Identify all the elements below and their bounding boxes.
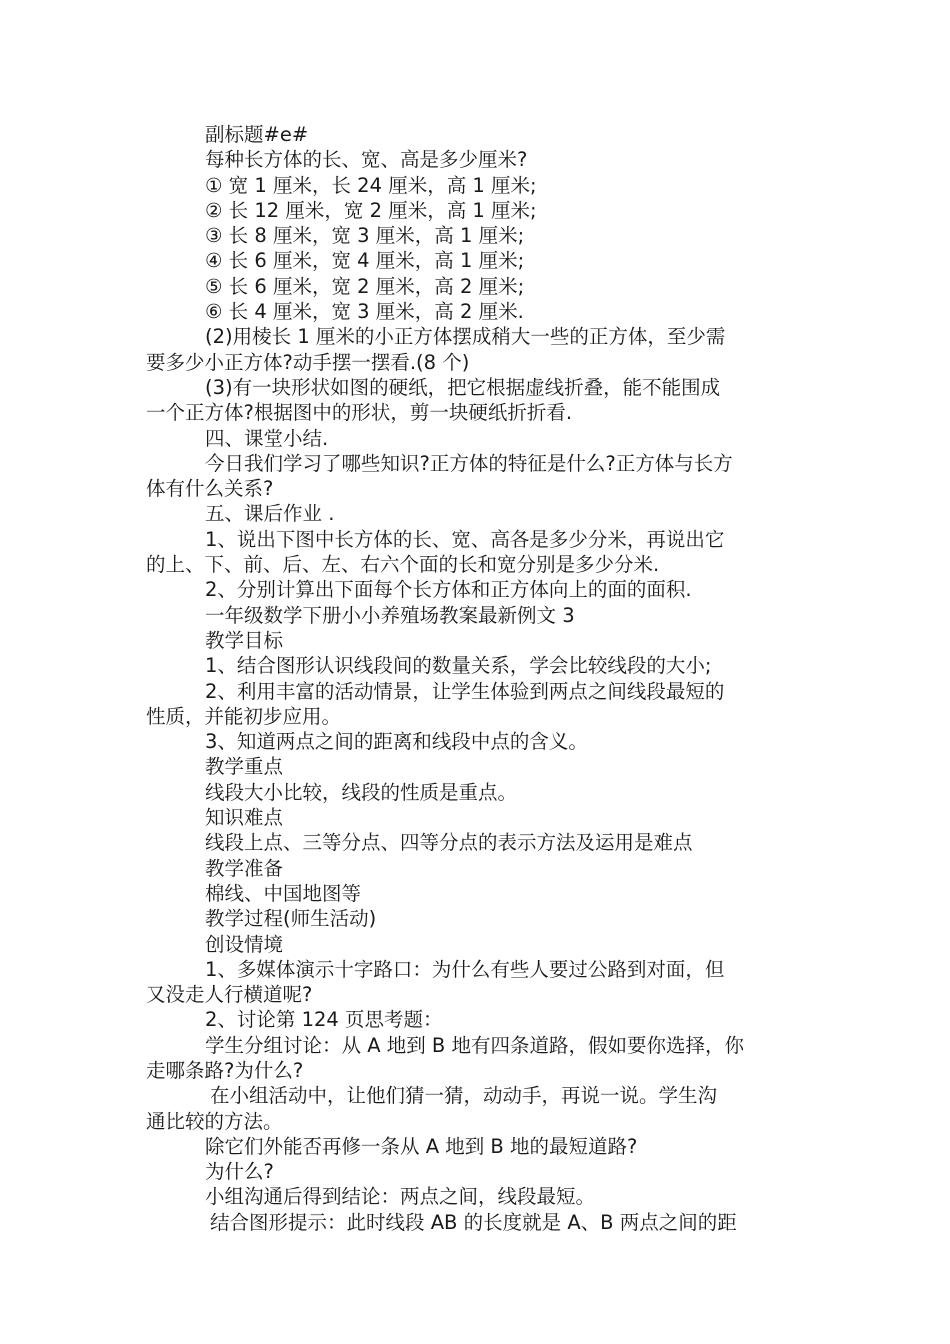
text-line: (2)用棱长 1 厘米的小正方体摆成稍大一些的正方体，至少需 — [205, 325, 726, 349]
text-line: ② 长 12 厘米，宽 2 厘米，高 1 厘米; — [205, 198, 537, 222]
text-line: 棉线、中国地图等 — [205, 881, 362, 905]
text-line: 结合图形提示：此时线段 AB 的长度就是 A、B 两点之间的距 — [210, 1210, 737, 1234]
document-page — [146, 122, 806, 1235]
text-line: ⑥ 长 4 厘米，宽 3 厘米，高 2 厘米. — [205, 300, 524, 324]
text-line: 的上、下、前、后、左、右六个面的长和宽分别是多少分米. — [146, 553, 660, 577]
text-line: 在小组活动中，让他们猜一猜，动动手，再说一说。学生沟 — [210, 1084, 718, 1108]
text-line: 教学准备 — [205, 856, 284, 880]
text-line: 1、结合图形认识线段间的数量关系，学会比较线段的大小; — [205, 654, 712, 678]
text-line: 学生分组讨论：从 A 地到 B 地有四条道路，假如要你选择，你 — [205, 1033, 745, 1057]
text-line: 2、讨论第 124 页思考题： — [205, 1008, 443, 1032]
text-line: 四、课堂小结. — [205, 426, 329, 450]
text-line: 为什么? — [205, 1160, 274, 1184]
text-line: 要多少小正方体?动手摆一摆看.(8 个) — [146, 350, 470, 374]
text-line: 性质，并能初步应用。 — [146, 704, 342, 728]
text-line: 今日我们学习了哪些知识?正方体的特征是什么?正方体与长方 — [205, 451, 733, 475]
text-line: 小组沟通后得到结论：两点之间，线段最短。 — [205, 1185, 596, 1209]
text-line: (3)有一块形状如图的硬纸，把它根据虚线折叠，能不能围成 — [205, 375, 721, 399]
text-line: 教学过程(师生活动) — [205, 907, 377, 931]
text-line: 知识难点 — [205, 806, 284, 830]
text-line: ⑤ 长 6 厘米，宽 2 厘米，高 2 厘米; — [205, 274, 525, 298]
text-line: 除它们外能否再修一条从 A 地到 B 地的最短道路? — [205, 1134, 638, 1158]
text-line: 创设情境 — [205, 932, 284, 956]
text-line: 又没走人行横道呢? — [146, 983, 313, 1007]
text-line: 教学目标 — [205, 628, 284, 652]
text-line: 五、课后作业 . — [205, 502, 335, 526]
text-line: 2、利用丰富的活动情景，让学生体验到两点之间线段最短的 — [205, 679, 725, 703]
text-line: 一个正方体?根据图中的形状，剪一块硬纸折折看. — [146, 401, 573, 425]
text-line: 教学重点 — [205, 755, 284, 779]
text-line: 每种长方体的长、宽、高是多少厘米? — [205, 148, 528, 172]
text-line: 1、说出下图中长方体的长、宽、高各是多少分米，再说出它 — [205, 527, 725, 551]
text-line: 2、分别计算出下面每个长方体和正方体向上的面的面积. — [205, 578, 692, 602]
text-line: 通比较的方法。 — [146, 1109, 283, 1133]
text-line: ③ 长 8 厘米，宽 3 厘米，高 1 厘米; — [205, 224, 525, 248]
text-line: 1、多媒体演示十字路口：为什么有些人要过公路到对面，但 — [205, 957, 725, 981]
text-line: 副标题#e# — [205, 123, 309, 146]
text-line: ④ 长 6 厘米，宽 4 厘米，高 1 厘米; — [205, 249, 525, 273]
text-line: ① 宽 1 厘米，长 24 厘米，高 1 厘米; — [205, 173, 537, 197]
text-line: 线段大小比较，线段的性质是重点。 — [205, 780, 518, 804]
text-line: 体有什么关系? — [146, 477, 274, 501]
text-line: 一年级数学下册小小养殖场教案最新例文 3 — [205, 603, 575, 627]
text-line: 3、知道两点之间的距离和线段中点的含义。 — [205, 730, 588, 754]
text-line: 线段上点、三等分点、四等分点的表示方法及运用是难点 — [205, 831, 693, 855]
text-line: 走哪条路?为什么? — [146, 1058, 304, 1082]
